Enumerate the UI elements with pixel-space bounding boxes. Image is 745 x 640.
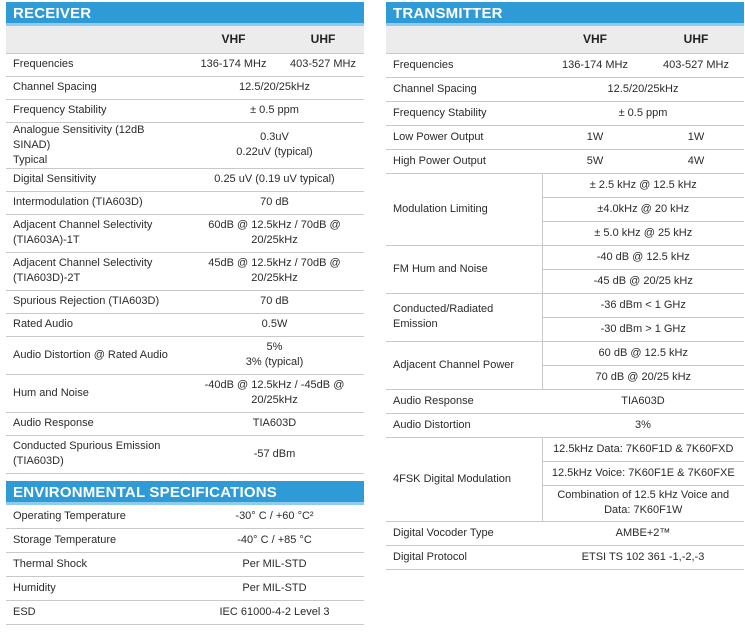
transmitter-value-line: -30 dBm > 1 GHz (600, 322, 686, 335)
transmitter-row (386, 293, 744, 317)
receiver-label-line: Hum and Noise (13, 386, 89, 399)
environmental-row-label: Operating Temperature (6, 505, 185, 529)
receiver-row (6, 412, 364, 435)
receiver-label-line: Spurious Rejection (TIA603D) (13, 295, 160, 307)
transmitter-row (386, 341, 744, 365)
receiver-row-label (6, 290, 185, 313)
transmitter-row (386, 149, 744, 173)
receiver-row-label (6, 53, 185, 76)
environmental-table (6, 505, 364, 626)
transmitter-value-line: -45 dB @ 20/25 kHz (593, 274, 693, 287)
receiver-row-value (185, 290, 364, 313)
receiver-label-line: Intermodulation (TIA603D) (13, 196, 143, 208)
receiver-row-label (6, 412, 185, 435)
transmitter-row-label: Audio Response (386, 389, 542, 413)
environmental-row (6, 577, 364, 601)
transmitter-sub-value (542, 197, 744, 221)
transmitter-row (386, 437, 744, 461)
receiver-row (6, 53, 364, 76)
receiver-value-line: 12.5/20/25kHz (239, 81, 310, 93)
environmental-row-value: -40° C / +85 °C (185, 529, 364, 553)
receiver-row-value (185, 122, 364, 168)
transmitter-row (386, 53, 744, 77)
receiver-row (6, 290, 364, 313)
receiver-value-line: 60dB @ 12.5kHz / 70dB @ (208, 219, 341, 231)
transmitter-row-label: Adjacent Channel Power (386, 341, 542, 389)
left-column (6, 2, 364, 625)
transmitter-value-line: 60 dB @ 12.5 kHz (598, 346, 688, 359)
receiver-uhf-heading: UHF (282, 26, 364, 53)
receiver-row (6, 214, 364, 252)
receiver-label-line: Conducted Spurious Emission (13, 440, 161, 452)
receiver-row-value (185, 168, 364, 191)
transmitter-row (386, 173, 744, 197)
transmitter-row-value: ETSI TS 102 361 -1,-2,-3 (542, 545, 744, 569)
environmental-row (6, 529, 364, 553)
transmitter-row-label: FM Hum and Noise (386, 245, 542, 293)
receiver-row-value (185, 313, 364, 336)
receiver-value-line: 70 dB (260, 295, 289, 307)
transmitter-row-label: Low Power Output (386, 125, 542, 149)
transmitter-row-label: Conducted/Radiated Emission (386, 293, 542, 341)
transmitter-row-label: Frequency Stability (386, 101, 542, 125)
receiver-label-line: Channel Spacing (13, 81, 97, 93)
transmitter-sub-value (542, 293, 744, 317)
receiver-value-line: 0.3uV (260, 131, 289, 143)
transmitter-sub-value (542, 173, 744, 197)
transmitter-row-value: TIA603D (542, 389, 744, 413)
receiver-value-line: 0.5W (261, 318, 288, 330)
transmitter-vhf-value: 136-174 MHz (542, 53, 648, 77)
receiver-value-line: 136-174 MHz (200, 58, 267, 70)
receiver-value-line: 0.25 uV (0.19 uV typical) (214, 173, 335, 185)
receiver-vhf-value (185, 53, 282, 76)
receiver-label-line: Rated Audio (13, 318, 73, 330)
environmental-row (6, 601, 364, 625)
transmitter-value-line: -40 dB @ 12.5 kHz (596, 250, 690, 263)
receiver-row-label (6, 214, 185, 252)
receiver-uhf-value (282, 53, 364, 76)
environmental-row-value: -30° C / +60 °C² (185, 505, 364, 529)
receiver-label-line: Frequency Stability (13, 104, 107, 116)
transmitter-row-value: 12.5/20/25kHz (542, 77, 744, 101)
transmitter-row-value: ± 0.5 ppm (542, 101, 744, 125)
receiver-row (6, 168, 364, 191)
receiver-value-line: 20/25kHz (251, 234, 298, 246)
transmitter-sub-value (542, 245, 744, 269)
receiver-row-label (6, 191, 185, 214)
receiver-label-line: (TIA603D) (13, 455, 64, 467)
transmitter-table (386, 26, 744, 570)
receiver-value-line: 5% (266, 341, 283, 353)
receiver-row-value (185, 412, 364, 435)
transmitter-row-label: Frequencies (386, 53, 542, 77)
transmitter-row-label: 4FSK Digital Modulation (386, 437, 542, 521)
receiver-vhf-heading: VHF (185, 26, 282, 53)
transmitter-sub-value (542, 461, 744, 485)
receiver-value-line: 20/25kHz (251, 272, 298, 284)
transmitter-sub-value (542, 365, 744, 389)
receiver-value-line: -40dB @ 12.5kHz / -45dB @ (204, 379, 345, 391)
transmitter-value-line: Combination of 12.5 kHz Voice and (557, 489, 730, 501)
transmitter-sub-value (542, 485, 744, 521)
environmental-header: ENVIRONMENTAL SPECIFICATIONS (6, 481, 364, 505)
receiver-value-line: 70 dB (260, 196, 289, 208)
receiver-row (6, 336, 364, 374)
receiver-row-label (6, 313, 185, 336)
transmitter-value-line: ±4.0kHz @ 20 kHz (597, 202, 690, 215)
environmental-row-label: Thermal Shock (6, 553, 185, 577)
environmental-row-value: Per MIL-STD (185, 577, 364, 601)
receiver-row (6, 99, 364, 122)
receiver-value-line: 403-527 MHz (289, 58, 357, 70)
transmitter-row-label: Digital Protocol (386, 545, 542, 569)
receiver-label-line: Adjacent Channel Selectivity (13, 219, 153, 231)
receiver-value-line: -57 dBm (253, 447, 296, 460)
receiver-value-line: 3% (typical) (245, 356, 304, 368)
environmental-row-value: Per MIL-STD (185, 553, 364, 577)
receiver-row (6, 76, 364, 99)
receiver-table (6, 26, 364, 474)
receiver-row-label (6, 99, 185, 122)
transmitter-row (386, 389, 744, 413)
receiver-row-label (6, 122, 185, 168)
environmental-row-value: IEC 61000-4-2 Level 3 (185, 601, 364, 625)
receiver-label-line: Audio Distortion @ Rated Audio (13, 348, 168, 361)
receiver-label-line: (TIA603D)-2T (13, 272, 81, 284)
receiver-label-line: Digital Sensitivity (13, 173, 97, 185)
receiver-column-header (6, 26, 364, 53)
receiver-row-value (185, 214, 364, 252)
receiver-row (6, 122, 364, 168)
receiver-row-label (6, 252, 185, 290)
receiver-value-line: 45dB @ 12.5kHz / 70dB @ (208, 257, 341, 269)
transmitter-row (386, 413, 744, 437)
transmitter-sub-value (542, 269, 744, 293)
receiver-label-line: Adjacent Channel Selectivity (13, 257, 153, 269)
transmitter-uhf-heading: UHF (648, 26, 744, 53)
transmitter-value-line: 12.5kHz Data: 7K60F1D & 7K60FXD (553, 442, 734, 455)
transmitter-value-line: -36 dBm < 1 GHz (600, 298, 686, 311)
transmitter-row-label: Modulation Limiting (386, 173, 542, 245)
transmitter-header: TRANSMITTER (386, 2, 744, 26)
receiver-row (6, 313, 364, 336)
transmitter-sub-value (542, 437, 744, 461)
transmitter-value-line: ± 5.0 kHz @ 25 kHz (594, 226, 693, 239)
receiver-row-label (6, 76, 185, 99)
transmitter-uhf-value: 403-527 MHz (648, 53, 744, 77)
receiver-value-line: 0.22uV (typical) (236, 146, 313, 158)
transmitter-row-label: Channel Spacing (386, 77, 542, 101)
receiver-row-value (185, 252, 364, 290)
receiver-row-value (185, 99, 364, 122)
receiver-label-line: Frequencies (13, 58, 74, 70)
receiver-row (6, 252, 364, 290)
receiver-label-line: Analogue Sensitivity (12dB SINAD) (13, 123, 145, 151)
receiver-row (6, 374, 364, 412)
transmitter-row-value: 3% (542, 413, 744, 437)
transmitter-row (386, 101, 744, 125)
transmitter-value-line: Data: 7K60F1W (604, 504, 683, 516)
transmitter-value-line: 70 dB @ 20/25 kHz (595, 370, 692, 383)
receiver-value-line: 20/25kHz (251, 394, 298, 406)
transmitter-row-label: Digital Vocoder Type (386, 521, 542, 545)
transmitter-vhf-heading: VHF (542, 26, 648, 53)
environmental-row-label: ESD (6, 601, 185, 625)
environmental-row-label: Storage Temperature (6, 529, 185, 553)
receiver-value-line: ± 0.5 ppm (250, 104, 299, 116)
transmitter-row-label: High Power Output (386, 149, 542, 173)
receiver-label-line: (TIA603A)-1T (13, 234, 80, 246)
transmitter-uhf-value: 1W (648, 125, 744, 149)
transmitter-row (386, 77, 744, 101)
environmental-row (6, 505, 364, 529)
transmitter-row (386, 125, 744, 149)
environmental-row-label: Humidity (6, 577, 185, 601)
transmitter-vhf-value: 5W (542, 149, 648, 173)
receiver-value-line: TIA603D (252, 417, 297, 429)
transmitter-row-label: Audio Distortion (386, 413, 542, 437)
receiver-row (6, 435, 364, 473)
receiver-row-value (185, 336, 364, 374)
transmitter-row (386, 521, 744, 545)
environmental-row (6, 553, 364, 577)
transmitter-value-line: 12.5kHz Voice: 7K60F1E & 7K60FXE (551, 466, 735, 479)
receiver-row-value (185, 191, 364, 214)
transmitter-sub-value (542, 317, 744, 341)
transmitter-sub-value (542, 341, 744, 365)
receiver-header: RECEIVER (6, 2, 364, 26)
receiver-label-line: Typical (13, 153, 48, 166)
receiver-row-label (6, 374, 185, 412)
receiver-row-value (185, 435, 364, 473)
receiver-row (6, 191, 364, 214)
transmitter-sub-value (542, 221, 744, 245)
receiver-row-label (6, 435, 185, 473)
receiver-row-label (6, 336, 185, 374)
receiver-label-line: Audio Response (13, 417, 94, 429)
receiver-row-label (6, 168, 185, 191)
transmitter-uhf-value: 4W (648, 149, 744, 173)
transmitter-column-header (386, 26, 744, 53)
transmitter-row (386, 245, 744, 269)
receiver-row-value (185, 374, 364, 412)
transmitter-row (386, 545, 744, 569)
transmitter-value-line: ± 2.5 kHz @ 12.5 kHz (589, 178, 697, 191)
right-column (386, 2, 744, 570)
transmitter-row-value: AMBE+2™ (542, 521, 744, 545)
receiver-row-value (185, 76, 364, 99)
transmitter-vhf-value: 1W (542, 125, 648, 149)
